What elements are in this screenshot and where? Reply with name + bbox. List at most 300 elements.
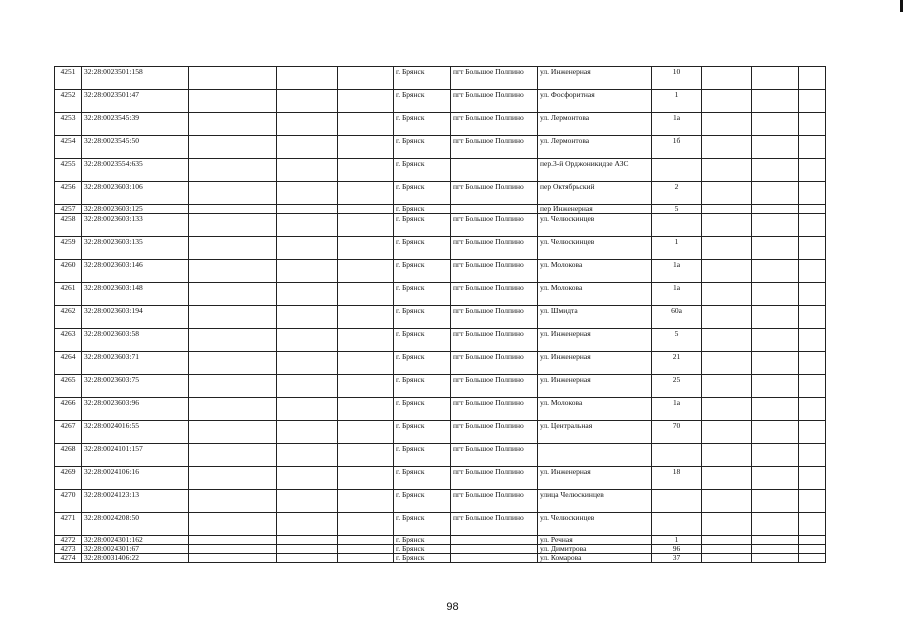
registry-table xyxy=(54,66,826,563)
empty-cell xyxy=(189,237,277,260)
street-cell: ул. Молокова xyxy=(538,398,652,421)
city-cell: г. Брянск xyxy=(394,214,451,237)
table-row xyxy=(55,536,826,545)
empty-cell xyxy=(277,67,338,90)
settlement-cell: пгт Большое Полпино xyxy=(451,306,538,329)
empty-cell xyxy=(752,513,799,536)
empty-cell xyxy=(799,421,826,444)
settlement-cell xyxy=(451,554,538,563)
street-cell: ул. Шмидта xyxy=(538,306,652,329)
empty-cell xyxy=(752,260,799,283)
empty-cell xyxy=(702,329,752,352)
street-cell: ул. Димитрова xyxy=(538,545,652,554)
empty-cell xyxy=(702,352,752,375)
settlement-cell: пгт Большое Полпино xyxy=(451,490,538,513)
house-number: 5 xyxy=(652,329,702,352)
empty-cell xyxy=(702,444,752,467)
cadastral-number: 32:28:0024123:13 xyxy=(82,490,189,513)
settlement-cell xyxy=(451,545,538,554)
row-number: 4261 xyxy=(55,283,82,306)
city-cell: г. Брянск xyxy=(394,536,451,545)
empty-cell xyxy=(799,214,826,237)
city-cell: г. Брянск xyxy=(394,136,451,159)
table-row xyxy=(55,159,826,182)
house-number: 21 xyxy=(652,352,702,375)
empty-cell xyxy=(277,467,338,490)
cadastral-number: 32:28:0023554:635 xyxy=(82,159,189,182)
empty-cell xyxy=(277,237,338,260)
empty-cell xyxy=(702,182,752,205)
empty-cell xyxy=(799,205,826,214)
empty-cell xyxy=(277,260,338,283)
empty-cell xyxy=(799,554,826,563)
empty-cell xyxy=(752,398,799,421)
empty-cell xyxy=(752,467,799,490)
cadastral-number: 32:28:0023603:148 xyxy=(82,283,189,306)
street-cell: улица Челюскинцев xyxy=(538,490,652,513)
empty-cell xyxy=(702,237,752,260)
empty-cell xyxy=(702,513,752,536)
street-cell: ул. Фосфоритная xyxy=(538,90,652,113)
row-number: 4256 xyxy=(55,182,82,205)
cadastral-number: 32:28:0023603:58 xyxy=(82,329,189,352)
empty-cell xyxy=(189,67,277,90)
table-row xyxy=(55,421,826,444)
empty-cell xyxy=(752,444,799,467)
empty-cell xyxy=(702,214,752,237)
empty-cell xyxy=(338,306,394,329)
cadastral-number: 32:28:0023603:106 xyxy=(82,182,189,205)
empty-cell xyxy=(338,329,394,352)
street-cell: ул. Молокова xyxy=(538,283,652,306)
empty-cell xyxy=(189,490,277,513)
empty-cell xyxy=(752,205,799,214)
empty-cell xyxy=(277,182,338,205)
empty-cell xyxy=(338,237,394,260)
empty-cell xyxy=(189,260,277,283)
empty-cell xyxy=(752,554,799,563)
row-number: 4255 xyxy=(55,159,82,182)
street-cell: ул. Инженерная xyxy=(538,352,652,375)
empty-cell xyxy=(277,136,338,159)
cadastral-number: 32:28:0023603:75 xyxy=(82,375,189,398)
street-cell: ул. Инженерная xyxy=(538,329,652,352)
empty-cell xyxy=(338,554,394,563)
empty-cell xyxy=(189,545,277,554)
street-cell: ул. Молокова xyxy=(538,260,652,283)
empty-cell xyxy=(799,513,826,536)
empty-cell xyxy=(338,182,394,205)
empty-cell xyxy=(338,136,394,159)
empty-cell xyxy=(752,237,799,260)
house-number: 37 xyxy=(652,554,702,563)
settlement-cell: пгт Большое Полпино xyxy=(451,352,538,375)
empty-cell xyxy=(799,444,826,467)
empty-cell xyxy=(799,260,826,283)
empty-cell xyxy=(752,545,799,554)
empty-cell xyxy=(799,545,826,554)
empty-cell xyxy=(189,90,277,113)
table-row xyxy=(55,554,826,563)
empty-cell xyxy=(189,467,277,490)
empty-cell xyxy=(752,90,799,113)
empty-cell xyxy=(702,306,752,329)
table-row xyxy=(55,352,826,375)
cadastral-number: 32:28:0024301:162 xyxy=(82,536,189,545)
empty-cell xyxy=(799,329,826,352)
house-number: 60а xyxy=(652,306,702,329)
city-cell: г. Брянск xyxy=(394,237,451,260)
empty-cell xyxy=(752,490,799,513)
city-cell: г. Брянск xyxy=(394,375,451,398)
empty-cell xyxy=(338,513,394,536)
settlement-cell xyxy=(451,159,538,182)
house-number: 1 xyxy=(652,237,702,260)
row-number: 4265 xyxy=(55,375,82,398)
table-row xyxy=(55,545,826,554)
settlement-cell: пгт Большое Полпино xyxy=(451,260,538,283)
row-number: 4262 xyxy=(55,306,82,329)
empty-cell xyxy=(752,421,799,444)
empty-cell xyxy=(702,375,752,398)
empty-cell xyxy=(277,214,338,237)
empty-cell xyxy=(338,375,394,398)
empty-cell xyxy=(338,421,394,444)
table-row xyxy=(55,113,826,136)
empty-cell xyxy=(338,490,394,513)
city-cell: г. Брянск xyxy=(394,490,451,513)
row-number: 4274 xyxy=(55,554,82,563)
empty-cell xyxy=(702,545,752,554)
table-row xyxy=(55,182,826,205)
row-number: 4271 xyxy=(55,513,82,536)
table-row xyxy=(55,329,826,352)
settlement-cell: пгт Большое Полпино xyxy=(451,283,538,306)
street-cell: ул. Центральная xyxy=(538,421,652,444)
street-cell: ул. Инженерная xyxy=(538,375,652,398)
empty-cell xyxy=(799,237,826,260)
empty-cell xyxy=(752,375,799,398)
cadastral-number: 32:28:0023603:125 xyxy=(82,205,189,214)
settlement-cell: пгт Большое Полпино xyxy=(451,182,538,205)
settlement-cell xyxy=(451,536,538,545)
table-row xyxy=(55,490,826,513)
empty-cell xyxy=(799,113,826,136)
empty-cell xyxy=(277,159,338,182)
street-cell: ул. Речная xyxy=(538,536,652,545)
cadastral-number: 32:28:0023501:47 xyxy=(82,90,189,113)
settlement-cell: пгт Большое Полпино xyxy=(451,67,538,90)
empty-cell xyxy=(277,536,338,545)
settlement-cell: пгт Большое Полпино xyxy=(451,421,538,444)
empty-cell xyxy=(277,329,338,352)
house-number: 2 xyxy=(652,182,702,205)
empty-cell xyxy=(277,421,338,444)
empty-cell xyxy=(338,159,394,182)
empty-cell xyxy=(702,490,752,513)
empty-cell xyxy=(702,421,752,444)
empty-cell xyxy=(799,306,826,329)
house-number: 1а xyxy=(652,113,702,136)
row-number: 4273 xyxy=(55,545,82,554)
row-number: 4263 xyxy=(55,329,82,352)
cadastral-number: 32:28:0023603:96 xyxy=(82,398,189,421)
empty-cell xyxy=(752,182,799,205)
empty-cell xyxy=(752,67,799,90)
cadastral-number: 32:28:0023603:133 xyxy=(82,214,189,237)
empty-cell xyxy=(702,398,752,421)
house-number: 25 xyxy=(652,375,702,398)
row-number: 4268 xyxy=(55,444,82,467)
settlement-cell: пгт Большое Полпино xyxy=(451,444,538,467)
empty-cell xyxy=(338,67,394,90)
empty-cell xyxy=(277,375,338,398)
city-cell: г. Брянск xyxy=(394,513,451,536)
empty-cell xyxy=(338,352,394,375)
row-number: 4258 xyxy=(55,214,82,237)
empty-cell xyxy=(277,513,338,536)
empty-cell xyxy=(752,329,799,352)
table-row xyxy=(55,214,826,237)
table-row xyxy=(55,513,826,536)
row-number: 4270 xyxy=(55,490,82,513)
street-cell: ул. Челюскинцев xyxy=(538,214,652,237)
house-number xyxy=(652,513,702,536)
city-cell: г. Брянск xyxy=(394,352,451,375)
empty-cell xyxy=(799,398,826,421)
street-cell: ул. Челюскинцев xyxy=(538,513,652,536)
empty-cell xyxy=(277,306,338,329)
empty-cell xyxy=(338,536,394,545)
house-number xyxy=(652,490,702,513)
empty-cell xyxy=(189,214,277,237)
empty-cell xyxy=(752,214,799,237)
empty-cell xyxy=(799,90,826,113)
settlement-cell: пгт Большое Полпино xyxy=(451,113,538,136)
table-row xyxy=(55,136,826,159)
empty-cell xyxy=(702,554,752,563)
city-cell: г. Брянск xyxy=(394,398,451,421)
empty-cell xyxy=(752,113,799,136)
row-number: 4252 xyxy=(55,90,82,113)
cadastral-number: 32:28:0023603:146 xyxy=(82,260,189,283)
cadastral-number: 32:28:0031406:22 xyxy=(82,554,189,563)
empty-cell xyxy=(799,67,826,90)
city-cell: г. Брянск xyxy=(394,545,451,554)
empty-cell xyxy=(189,554,277,563)
empty-cell xyxy=(752,136,799,159)
house-number: 10 xyxy=(652,67,702,90)
empty-cell xyxy=(338,260,394,283)
empty-cell xyxy=(189,182,277,205)
table-row xyxy=(55,90,826,113)
row-number: 4260 xyxy=(55,260,82,283)
empty-cell xyxy=(799,136,826,159)
table-row xyxy=(55,467,826,490)
city-cell: г. Брянск xyxy=(394,159,451,182)
empty-cell xyxy=(752,306,799,329)
cadastral-number: 32:28:0023603:135 xyxy=(82,237,189,260)
table-row xyxy=(55,375,826,398)
house-number xyxy=(652,214,702,237)
empty-cell xyxy=(189,421,277,444)
street-cell: ул. Инженерная xyxy=(538,467,652,490)
house-number: 1б xyxy=(652,136,702,159)
empty-cell xyxy=(277,283,338,306)
house-number xyxy=(652,159,702,182)
empty-cell xyxy=(338,214,394,237)
empty-cell xyxy=(702,90,752,113)
empty-cell xyxy=(277,398,338,421)
empty-cell xyxy=(702,205,752,214)
empty-cell xyxy=(338,467,394,490)
page-number: 98 xyxy=(446,601,459,613)
table-row xyxy=(55,306,826,329)
street-cell xyxy=(538,444,652,467)
empty-cell xyxy=(702,467,752,490)
table-row xyxy=(55,237,826,260)
table-row xyxy=(55,205,826,214)
empty-cell xyxy=(799,182,826,205)
empty-cell xyxy=(702,67,752,90)
table-row xyxy=(55,398,826,421)
table-row xyxy=(55,444,826,467)
empty-cell xyxy=(338,398,394,421)
empty-cell xyxy=(702,136,752,159)
row-number: 4254 xyxy=(55,136,82,159)
row-number: 4259 xyxy=(55,237,82,260)
row-number: 4257 xyxy=(55,205,82,214)
empty-cell xyxy=(189,536,277,545)
city-cell: г. Брянск xyxy=(394,283,451,306)
cadastral-number: 32:28:0024208:50 xyxy=(82,513,189,536)
empty-cell xyxy=(752,283,799,306)
street-cell: ул. Инженерная xyxy=(538,67,652,90)
empty-cell xyxy=(799,490,826,513)
empty-cell xyxy=(799,283,826,306)
street-cell: пер Октябрьский xyxy=(538,182,652,205)
house-number: 96 xyxy=(652,545,702,554)
empty-cell xyxy=(189,513,277,536)
settlement-cell: пгт Большое Полпино xyxy=(451,90,538,113)
empty-cell xyxy=(702,283,752,306)
empty-cell xyxy=(189,159,277,182)
street-cell: ул. Лермонтова xyxy=(538,113,652,136)
city-cell: г. Брянск xyxy=(394,67,451,90)
empty-cell xyxy=(799,467,826,490)
row-number: 4264 xyxy=(55,352,82,375)
settlement-cell: пгт Большое Полпино xyxy=(451,375,538,398)
settlement-cell: пгт Большое Полпино xyxy=(451,329,538,352)
empty-cell xyxy=(277,205,338,214)
cadastral-number: 32:28:0023545:50 xyxy=(82,136,189,159)
street-cell: ул. Комарова xyxy=(538,554,652,563)
empty-cell xyxy=(277,444,338,467)
row-number: 4266 xyxy=(55,398,82,421)
empty-cell xyxy=(189,352,277,375)
empty-cell xyxy=(799,159,826,182)
empty-cell xyxy=(702,536,752,545)
house-number: 1 xyxy=(652,536,702,545)
settlement-cell: пгт Большое Полпино xyxy=(451,513,538,536)
row-number: 4272 xyxy=(55,536,82,545)
row-number: 4253 xyxy=(55,113,82,136)
street-cell: ул. Челюскинцев xyxy=(538,237,652,260)
street-cell: пер.3-й Орджоникидзе АЗС xyxy=(538,159,652,182)
city-cell: г. Брянск xyxy=(394,182,451,205)
empty-cell xyxy=(752,352,799,375)
city-cell: г. Брянск xyxy=(394,90,451,113)
empty-cell xyxy=(277,352,338,375)
cadastral-number: 32:28:0023501:158 xyxy=(82,67,189,90)
empty-cell xyxy=(799,375,826,398)
house-number: 1 xyxy=(652,90,702,113)
empty-cell xyxy=(752,536,799,545)
house-number: 18 xyxy=(652,467,702,490)
empty-cell xyxy=(189,205,277,214)
table-row xyxy=(55,260,826,283)
empty-cell xyxy=(702,113,752,136)
cadastral-number: 32:28:0024301:67 xyxy=(82,545,189,554)
cadastral-number: 32:28:0023545:39 xyxy=(82,113,189,136)
empty-cell xyxy=(752,159,799,182)
street-cell: ул. Лермонтова xyxy=(538,136,652,159)
city-cell: г. Брянск xyxy=(394,329,451,352)
house-number: 70 xyxy=(652,421,702,444)
empty-cell xyxy=(702,159,752,182)
street-cell: пер Инженерная xyxy=(538,205,652,214)
settlement-cell: пгт Большое Полпино xyxy=(451,398,538,421)
city-cell: г. Брянск xyxy=(394,260,451,283)
empty-cell xyxy=(189,444,277,467)
city-cell: г. Брянск xyxy=(394,467,451,490)
cadastral-number: 32:28:0024101:157 xyxy=(82,444,189,467)
empty-cell xyxy=(702,260,752,283)
city-cell: г. Брянск xyxy=(394,554,451,563)
cadastral-number: 32:28:0023603:194 xyxy=(82,306,189,329)
city-cell: г. Брянск xyxy=(394,205,451,214)
house-number xyxy=(652,444,702,467)
empty-cell xyxy=(338,90,394,113)
empty-cell xyxy=(277,113,338,136)
empty-cell xyxy=(277,554,338,563)
settlement-cell: пгт Большое Полпино xyxy=(451,467,538,490)
empty-cell xyxy=(189,136,277,159)
empty-cell xyxy=(189,306,277,329)
house-number: 1а xyxy=(652,398,702,421)
empty-cell xyxy=(338,113,394,136)
settlement-cell: пгт Большое Полпино xyxy=(451,237,538,260)
city-cell: г. Брянск xyxy=(394,421,451,444)
empty-cell xyxy=(277,90,338,113)
city-cell: г. Брянск xyxy=(394,444,451,467)
cadastral-number: 32:28:0024016:55 xyxy=(82,421,189,444)
settlement-cell xyxy=(451,205,538,214)
empty-cell xyxy=(799,536,826,545)
house-number: 5 xyxy=(652,205,702,214)
empty-cell xyxy=(338,283,394,306)
house-number: 1а xyxy=(652,283,702,306)
empty-cell xyxy=(189,113,277,136)
empty-cell xyxy=(277,490,338,513)
cadastral-number: 32:28:0024106:16 xyxy=(82,467,189,490)
empty-cell xyxy=(338,444,394,467)
city-cell: г. Брянск xyxy=(394,306,451,329)
table-row xyxy=(55,283,826,306)
empty-cell xyxy=(189,283,277,306)
empty-cell xyxy=(189,375,277,398)
empty-cell xyxy=(189,398,277,421)
